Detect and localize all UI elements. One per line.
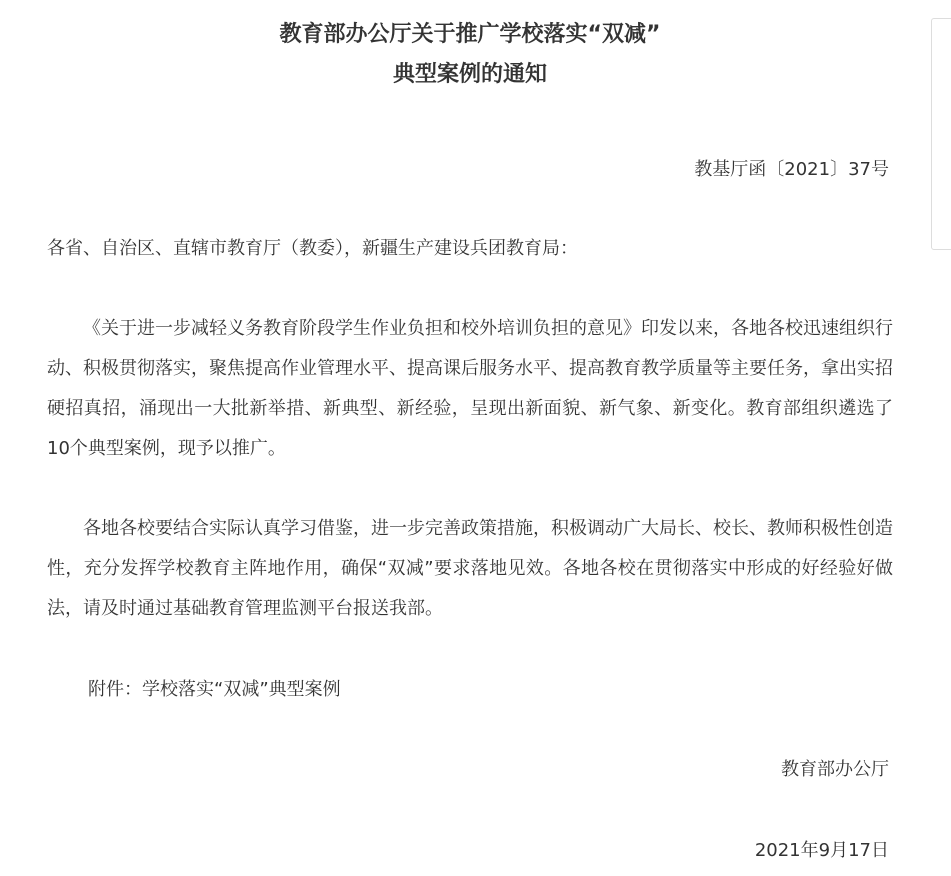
body-paragraph-2: 各地各校要结合实际认真学习借鉴，进一步完善政策措施，积极调动广大局长、校长、教师积极性创造性，充分发挥学校教育主阵地作用，确保“双减”要求落地见效。各地各校在贯彻落实中形成的好经验好做法，请及时通过基础教育管理监测平台报送我部。 xyxy=(47,518,893,619)
side-toolbar-edge xyxy=(931,18,951,250)
document-title-line-2: 典型案例的通知 xyxy=(392,62,547,87)
body-paragraph-1: 《关于进一步减轻义务教育阶段学生作业负担和校外培训负担的意见》印发以来，各地各校迅速组织行动、积极贯彻落实，聚焦提高作业管理水平、提高课后服务水平、提高教育教学质量等主要任务，拿出实招硬招真招，涌现出一大批新举措、新典型、新经验，呈现出新面貌、新气象、新变化。教育部组织遴选了10个典型案例，现予以推广。 xyxy=(47,318,893,459)
document-title-line-1: 教育部办公厅关于推广学校落实“双减” xyxy=(279,22,661,47)
document-number: 教基厅函〔2021〕37号 xyxy=(694,159,889,180)
issuer-signature: 教育部办公厅 xyxy=(781,759,889,780)
issue-date: 2021年9月17日 xyxy=(754,840,889,861)
attachment-note: 附件：学校落实“双减”典型案例 xyxy=(88,679,341,700)
salutation: 各省、自治区、直辖市教育厅（教委），新疆生产建设兵团教育局： xyxy=(47,238,578,259)
